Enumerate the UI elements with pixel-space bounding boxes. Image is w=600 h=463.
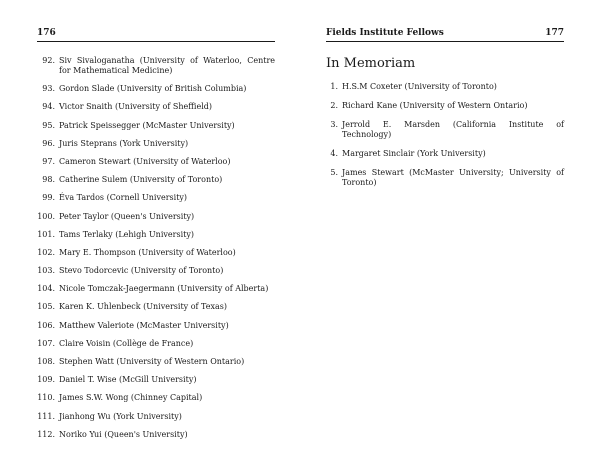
memoriam-list: [326, 82, 564, 197]
list-item: [37, 339, 275, 349]
item-number: 102.: [37, 247, 55, 257]
left-page: [37, 0, 275, 463]
list-item: [37, 212, 275, 222]
item-text: Richard Kane (University of Western Ontario): [342, 101, 528, 110]
item-text: Gordon Slade (University of British Columbia): [59, 84, 247, 94]
item-number: 107.: [37, 338, 55, 348]
list-item: [37, 102, 275, 112]
item-text: H.S.M Coxeter (University of Toronto): [342, 82, 497, 91]
list-item: [37, 412, 275, 422]
item-text: Mary E. Thompson (University of Waterloo): [59, 247, 236, 257]
item-number: 109.: [37, 375, 55, 385]
item-number: 99.: [42, 193, 55, 203]
list-item: [37, 175, 275, 185]
item-number: 101.: [37, 229, 55, 239]
list-item: [37, 393, 275, 403]
list-item: [37, 375, 275, 385]
item-text: Jerrold E. Marsden (California Institute of Technology): [342, 120, 564, 139]
item-text: Stevo Todorcevic (University of Toronto): [59, 266, 224, 276]
item-text: Cameron Stewart (University of Waterloo): [59, 156, 231, 166]
item-text: Tams Terlaky (Lehigh University): [59, 229, 194, 239]
list-item: [37, 284, 275, 294]
list-item: [37, 321, 275, 331]
list-item: [37, 84, 275, 94]
item-number: 104.: [37, 284, 55, 294]
list-item: [326, 120, 564, 140]
item-text: Victor Snaith (University of Sheffield): [59, 102, 213, 112]
item-text: James S.W. Wong (Chinney Capital): [59, 393, 203, 403]
page-number: 176: [37, 28, 56, 38]
item-number: 112.: [37, 429, 55, 439]
item-number: 98.: [42, 175, 55, 185]
item-number: 96.: [42, 138, 55, 148]
item-number: 1.: [330, 82, 338, 91]
item-text: James Stewart (McMaster University; University of Toronto): [342, 168, 564, 187]
item-number: 97.: [42, 156, 55, 166]
list-item: [37, 266, 275, 276]
item-text: Claire Voisin (Collège de France): [59, 338, 194, 348]
list-item: [326, 82, 564, 92]
item-text: Juris Steprans (York University): [59, 138, 189, 148]
item-number: 94.: [42, 102, 55, 112]
item-number: 103.: [37, 266, 55, 276]
item-text: Daniel T. Wise (McGill University): [59, 375, 197, 385]
page-number: 177: [545, 28, 564, 38]
running-head: [326, 27, 564, 39]
list-item: [326, 101, 564, 111]
list-item: [37, 193, 275, 203]
item-text: Karen K. Uhlenbeck (University of Texas): [59, 302, 227, 312]
item-number: 3.: [330, 120, 338, 129]
item-text: Patrick Speissegger (McMaster University): [59, 120, 235, 130]
item-text: Catherine Sulem (University of Toronto): [59, 175, 223, 185]
list-item: [37, 56, 275, 76]
item-text: Margaret Sinclair (York University): [342, 149, 486, 158]
section-title: In Memoriam: [326, 56, 416, 71]
item-number: 95.: [42, 120, 55, 130]
item-number: 106.: [37, 320, 55, 330]
item-number: 93.: [42, 84, 55, 94]
item-text: Éva Tardos (Cornell University): [59, 193, 188, 203]
item-number: 110.: [37, 393, 55, 403]
item-text: Jianhong Wu (York University): [59, 411, 182, 421]
header-rule: [326, 41, 564, 42]
list-item: [37, 230, 275, 240]
item-number: 108.: [37, 357, 55, 366]
list-item: [37, 248, 275, 258]
list-item: [37, 357, 275, 367]
running-head: [37, 27, 275, 39]
list-item: [37, 302, 275, 312]
list-item: [326, 168, 564, 188]
item-number: 5.: [330, 168, 338, 177]
item-number: 111.: [37, 411, 55, 421]
list-item: [37, 139, 275, 149]
header-rule: [37, 41, 275, 42]
fellows-list: [37, 56, 275, 448]
list-item: [37, 157, 275, 167]
right-page: [326, 0, 564, 463]
item-text: Peter Taylor (Queen's University): [59, 211, 195, 221]
item-number: 92.: [42, 56, 55, 65]
item-text: Nicole Tomczak-Jaegermann (University of Alberta): [59, 284, 269, 294]
item-text: Matthew Valeriote (McMaster University): [59, 320, 229, 330]
item-number: 2.: [330, 101, 338, 110]
running-title: Fields Institute Fellows: [326, 28, 444, 38]
item-number: 100.: [37, 211, 55, 221]
list-item: [326, 149, 564, 159]
item-text: Siv Sivaloganatha (University of Waterloo, Centre for Mathematical Medicine): [59, 56, 275, 75]
list-item: [37, 430, 275, 440]
item-text: Noriko Yui (Queen's University): [59, 429, 188, 439]
item-number: 105.: [37, 302, 55, 312]
item-number: 4.: [330, 149, 338, 158]
list-item: [37, 121, 275, 131]
item-text: Stephen Watt (University of Western Ontario): [59, 357, 245, 366]
